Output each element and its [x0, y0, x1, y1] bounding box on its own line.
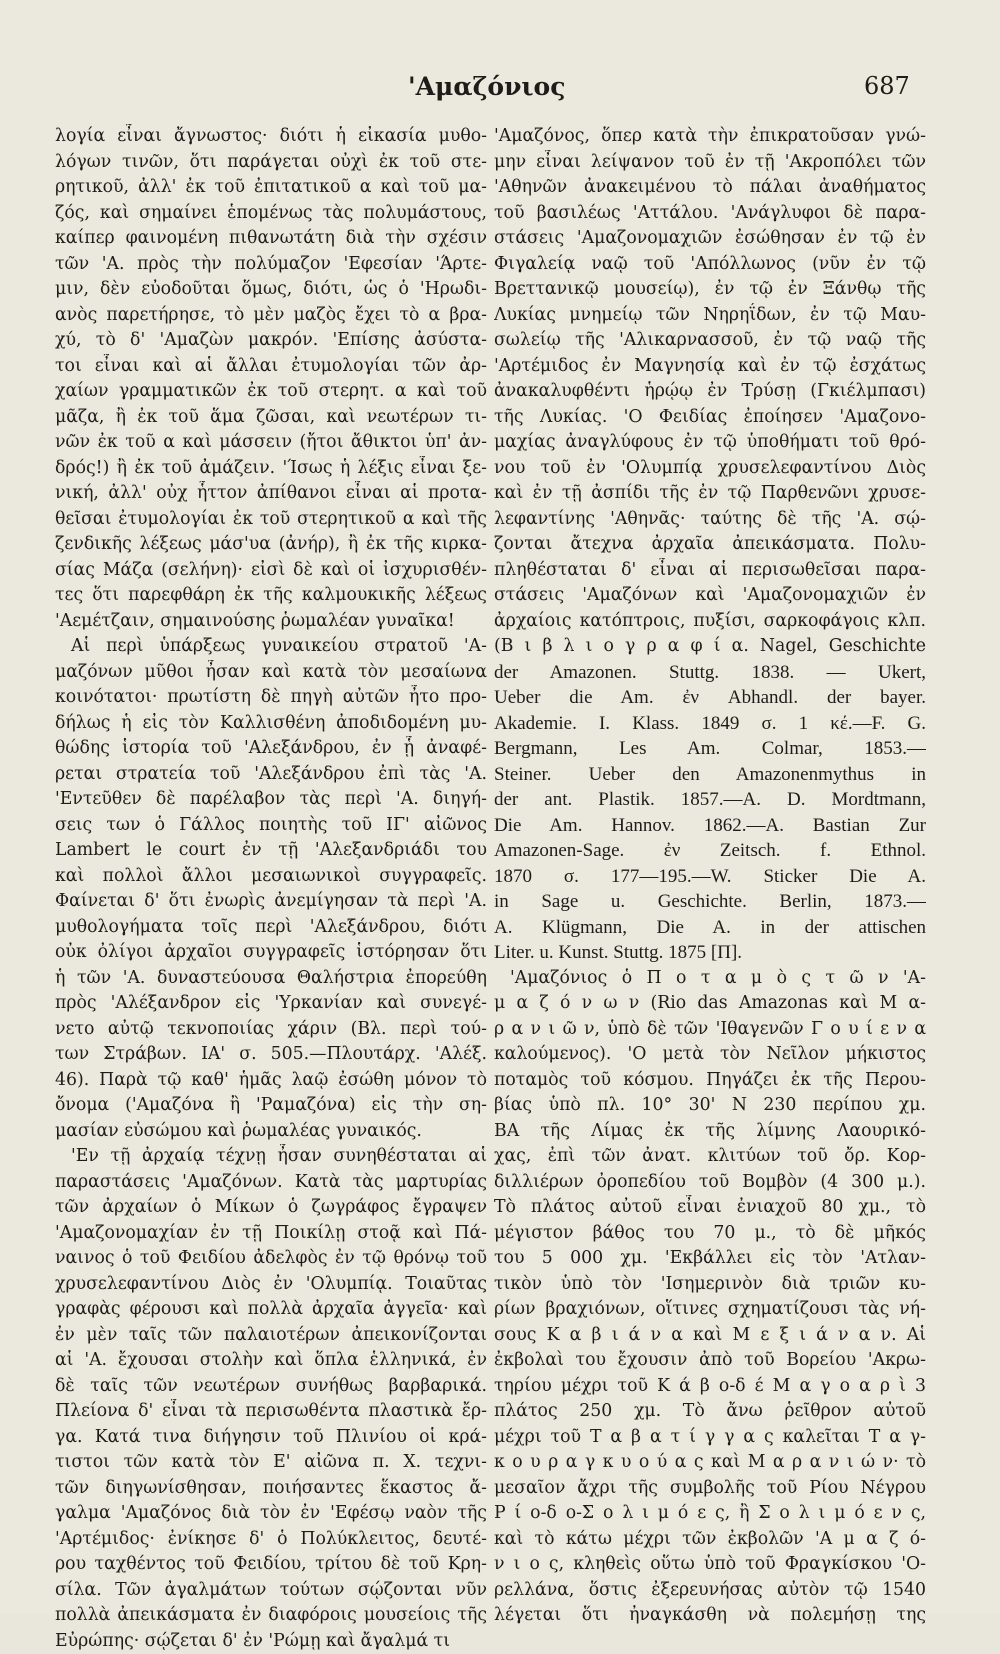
text-line: 'Αρτέμιδος ἐν Μαγνησίᾳ καὶ ἐν τῷ ἐσχάτως	[494, 354, 926, 380]
text-line: 'Αμαζόνιος ὁ Π ο τ α μ ὸ ς τ ῶ ν 'Α-	[494, 966, 926, 992]
text-line: γραφὰς φέρουσι καὶ πολλὰ ἀρχαῖα ἀγγεῖα· καὶ	[55, 1297, 487, 1323]
text-line: 46). Παρὰ τῷ καθ' ἡμᾶς λαῷ ἐσώθη μόνον τὸ	[55, 1068, 487, 1094]
text-line: νετο αὐτῷ τεκνοποιίας χάριν (Βλ. περὶ τού-	[55, 1017, 487, 1043]
text-line: (Β ι β λ ι ο γ ρ α φ ί α. Nagel, Geschichte	[494, 634, 926, 660]
text-line: Ρ ί ο-δ ο-Σ ο λ ι μ ό ε ς, ἢ Σ ο λ ι μ ό ε ν ς,	[494, 1501, 926, 1527]
text-line: μέγιστον βάθος του 70 μ., τὸ δὲ μῆκός	[494, 1221, 926, 1247]
text-line: τῶν ἀρχαίων ὁ Μίκων ὁ ζωγράφος ἔγραψεν	[55, 1195, 487, 1221]
text-line: Bergmann, Les Am. Colmar, 1853.—	[494, 736, 926, 762]
text-line: μέχρι τοῦ Τ α β α τ ί γ γ α ς καλεῖται Τ α γ-	[494, 1425, 926, 1451]
text-line: ρητικοῦ, ἀλλ' ἐκ τοῦ ἐπιτατικοῦ α καὶ τοῦ μα-	[55, 175, 487, 201]
text-line: τῆς Λυκίας. 'Ο Φειδίας ἐποίησεν 'Αμαζονο-	[494, 405, 926, 431]
text-line: ἐν μὲν ταῖς τῶν παλαιοτέρων ἀπεικονίζονται	[55, 1323, 487, 1349]
text-line: τοῦ βασιλέως 'Αττάλου. 'Ανάγλυφοι δὲ παρα-	[494, 201, 926, 227]
text-line: ζός, καὶ σημαίνει ἑπομένως τὰς πολυμάστους,	[55, 201, 487, 227]
text-line: ναινος ὁ τοῦ Φειδίου ἀδελφὸς ἐν τῷ θρόνῳ τοῦ	[55, 1246, 487, 1272]
text-line: μ α ζ ό ν ω ν (Rio das Amazonas καὶ Μ α-	[494, 991, 926, 1017]
text-line: ΒΑ τῆς Λίμας ἐκ τῆς λίμνης Λαουρικό-	[494, 1119, 926, 1145]
text-line: τοι εἶναι καὶ αἱ ἄλλαι ἐτυμολογίαι τῶν ἀρ-	[55, 354, 487, 380]
text-line: καὶ ἐν τῇ ἀσπίδι τῆς ἐν τῷ Παρθενῶνι χρυσε-	[494, 481, 926, 507]
text-line: νῶν ἐκ τοῦ α καὶ μάσσειν (ἤτοι ἄθικτοι ὑπ' ἀν-	[55, 430, 487, 456]
text-line: αἱ 'Α. ἔχουσαι στολὴν καὶ ὅπλα ἑλληνικά, ἐν	[55, 1348, 487, 1374]
text-line: der ant. Plastik. 1857.—A. D. Mordtmann,	[494, 787, 926, 813]
text-line: καὶ πολλοὶ ἄλλοι μεσαιωνικοὶ συγγραφεῖς.	[55, 864, 487, 890]
text-line: βίας ὑπὸ πλ. 10° 30' Ν 230 περίπου χμ.	[494, 1093, 926, 1119]
text-line: λογία εἶναι ἄγνωστος· διότι ἡ εἰκασία μυθο-	[55, 124, 487, 150]
text-line: τες ὅτι παρεφθάρη ἐκ τῆς καλμουκικῆς λέξεως	[55, 583, 487, 609]
text-line: 'Αμαζονομαχίαν ἐν τῇ Ποικίλῃ στοᾷ καὶ Πά-	[55, 1221, 487, 1247]
text-line: δρός!) ἢ ἐκ τοῦ ἀμάζειν. 'Ίσως ἡ λέξις εἶναι ξε-	[55, 456, 487, 482]
text-line: δήλως ἡ εἰς τὸν Καλλισθένη ἀποδιδομένη μυ-	[55, 711, 487, 737]
text-line: πλάτος 250 χμ. Τὸ ἄνω ῥεῖθρον αὐτοῦ	[494, 1399, 926, 1425]
text-line: Λυκίας μνημείῳ τῶν Νηρηΐδων, ἐν τῷ Μαυ-	[494, 303, 926, 329]
text-line: σωλείῳ τῆς 'Αλικαρνασσοῦ, ἐν τῷ ναῷ τῆς	[494, 328, 926, 354]
text-line: Πλείονα δ' εἶναι τὰ περισωθέντα πλαστικὰ ἔρ-	[55, 1399, 487, 1425]
text-line: λόγων τινῶν, ὅτι παράγεται οὐχὶ ἐκ τοῦ στε-	[55, 150, 487, 176]
text-line: 'Εν τῇ ἀρχαίᾳ τέχνῃ ἦσαν συνηθέσταται αἱ	[55, 1144, 487, 1170]
text-line: σους Κ α β ι ά ν α καὶ Μ ε ξ ι ά ν α ν. Αἱ	[494, 1323, 926, 1349]
text-line: der Amazonen. Stuttg. 1838. — Ukert,	[494, 660, 926, 686]
text-line: μεσαῖον ἄχρι τῆς συμβολῆς τοῦ Ρίου Νέγρου	[494, 1476, 926, 1502]
text-line: Steiner. Ueber den Amazonenmythus in	[494, 762, 926, 788]
text-line: ἀρχαίοις κατόπτροις, πυξίσι, σαρκοφάγοις κλπ.	[494, 609, 926, 635]
text-line: 'Αρτέμιδος· ἐνίκησε δ' ὁ Πολύκλειτος, δευτέ-	[55, 1527, 487, 1553]
text-line: στάσεις 'Αμαζόνων καὶ 'Αμαζονομαχιῶν ἐν	[494, 583, 926, 609]
text-line: ρ α ν ι ῶ ν, ὑπὸ δὲ τῶν 'Ιθαγενῶν Γ ο υ ί ε ν α	[494, 1017, 926, 1043]
text-line: Lambert le court ἐν τῇ 'Αλεξανδριάδι του	[55, 838, 487, 864]
text-line: καὶ τὸ κάτω μέχρι τῶν ἐκβολῶν 'Α μ α ζ ό-	[494, 1527, 926, 1553]
text-line: Ueber die Am. ἐν Abhandl. der bayer.	[494, 685, 926, 711]
text-line: ρου ταχθέντος τοῦ Φειδίου, τρίτου δὲ τοῦ Κρη-	[55, 1552, 487, 1578]
text-line: δὲ ταῖς τῶν νεωτέρων συνήθως βαρβαρικά.	[55, 1374, 487, 1400]
text-line: μᾶζα, ἢ ἐκ τοῦ ἅμα ζῶσαι, καὶ νεωτέρων τι-	[55, 405, 487, 431]
page-number: 687	[864, 72, 910, 100]
text-line: ὄνομα ('Αμαζόνα ἢ 'Ραμαζόνα) εἰς τὴν ση-	[55, 1093, 487, 1119]
text-line: χρυσελεφαντίνου Διὸς ἐν 'Ολυμπίᾳ. Τοιαῦτας	[55, 1272, 487, 1298]
text-line: Εὐρώπης· σῴζεται δ' ἐν 'Ρώμῃ καὶ ἄγαλμά τι	[55, 1629, 487, 1654]
text-line: τηρίου μέχρι τοῦ Κ ά β ο-δ έ Μ α γ ο α ρ ὶ 3	[494, 1374, 926, 1400]
running-title: 'Αμαζόνιος	[408, 72, 565, 101]
text-line: ποταμὸς τοῦ κόσμου. Πηγάζει ἐκ τῆς Περου-	[494, 1068, 926, 1094]
text-line: Liter. u. Kunst. Stuttg. 1875 [Π].	[494, 940, 926, 966]
text-line: τιστοι τῶν κατὰ τὸν Ε' αἰῶνα π. Χ. τεχνι-	[55, 1450, 487, 1476]
text-line: σίλα. Τῶν ἀγαλμάτων τούτων σῴζονται νῦν	[55, 1578, 487, 1604]
text-line: θώδης ἱστορία τοῦ 'Αλεξάνδρου, ἐν ᾗ ἀναφέ-	[55, 736, 487, 762]
text-line: νου τοῦ ἐν 'Ολυμπίᾳ χρυσελεφαντίνου Διὸς	[494, 456, 926, 482]
text-line: μιν, δὲν εὐοδοῦται ὅμως, διότι, ὡς ὁ 'Ηρωδι-	[55, 277, 487, 303]
text-line: μυθολογήματα τοῖς περὶ 'Αλεξάνδρου, διότι	[55, 915, 487, 941]
text-line: ἡ τῶν 'Α. δυναστεύουσα Θαλήστρια ἐπορεύθη	[55, 966, 487, 992]
text-line: σίας Μάζα (σελήνη)· εἰσὶ δὲ καὶ οἱ ἰσχυρισθέν-	[55, 558, 487, 584]
text-line: ζονται ἄτεχνα ἀρχαῖα ἀπεικάσματα. Πολυ-	[494, 532, 926, 558]
text-line: λεφαντίνης 'Αθηνᾶς· ταύτης δὲ τῆς 'Α. σῴ-	[494, 507, 926, 533]
text-line: κοινότατοι· πρωτίστη δὲ πηγὴ αὐτῶν ἦτο προ-	[55, 685, 487, 711]
text-line: θεῖσαι ἐτυμολογίαι ἐκ τοῦ στερητικοῦ α καὶ τῆς	[55, 507, 487, 533]
text-line: ἀνακαλυφθέντι ἡρῴῳ ἐν Τρύσῃ (Γκιέλμπασι)	[494, 379, 926, 405]
text-line: διλλιέρων ὀροπεδίου τοῦ Βομβὸν (4 300 μ.).	[494, 1170, 926, 1196]
text-line: των Στράβων. ΙΑ' σ. 505.—Πλουτάρχ. 'Αλέξ.	[55, 1042, 487, 1068]
text-line: ρεται στρατεία τοῦ 'Αλεξάνδρου ἐπὶ τὰς 'Α.	[55, 762, 487, 788]
left-column	[55, 124, 487, 1654]
text-line: σεις των ὁ Γάλλος ποιητὴς τοῦ ΙΓ' αἰῶνος	[55, 813, 487, 839]
text-line: νική, ἀλλ' οὐχ ἧττον ἀπίθανοι εἶναι αἱ προτα-	[55, 481, 487, 507]
text-line: πολλὰ ἀπεικάσματα ἐν διαφόροις μουσείοις τῆς	[55, 1603, 487, 1629]
text-line: καλούμενος). 'Ο μετὰ τὸν Νεῖλον μήκιστος	[494, 1042, 926, 1068]
text-line: μασίαν εὐσώμου καὶ ῥωμαλέας γυναικός.	[55, 1119, 487, 1145]
text-line: ρίων βραχιόνων, οἵτινες σχηματίζουσι τὰς νή-	[494, 1297, 926, 1323]
text-line: πρὸς 'Αλέξανδρον εἰς 'Υρκανίαν καὶ συνεγέ-	[55, 991, 487, 1017]
text-line: κ ο υ ρ α γ κ υ ο ύ α ς καὶ Μ α ρ α ν ι ώ ν· τὸ	[494, 1450, 926, 1476]
text-line: 'Αεμέτζαιν, σημαινούσης ῥωμαλέαν γυναῖκα!	[55, 609, 487, 635]
text-line: του 5 000 χμ. 'Εκβάλλει εἰς τὸν 'Ατλαν-	[494, 1246, 926, 1272]
text-line: in Sage u. Geschichte. Berlin, 1873.—	[494, 889, 926, 915]
text-line: τικὸν ὑπὸ τὸν 'Ισημερινὸν διὰ τριῶν κυ-	[494, 1272, 926, 1298]
text-line: Amazonen-Sage. ἐν Zeitsch. f. Ethnol.	[494, 838, 926, 864]
text-line: Die Am. Hannov. 1862.—A. Bastian Zur	[494, 813, 926, 839]
text-line: Βρεττανικῷ μουσείῳ), ἐν τῷ ἐν Ξάνθῳ τῆς	[494, 277, 926, 303]
text-line: γαλμα 'Αμαζόνος διὰ τὸν ἐν 'Εφέσῳ ναὸν τῆς	[55, 1501, 487, 1527]
text-line: γα. Κατά τινα διήγησιν τοῦ Πλινίου οἱ κρά-	[55, 1425, 487, 1451]
text-line: Akademie. I. Klass. 1849 σ. 1 κέ.—F. G.	[494, 711, 926, 737]
text-line: Τὸ πλάτος αὐτοῦ εἶναι ἐνιαχοῦ 80 χμ., τὸ	[494, 1195, 926, 1221]
text-line: χαίων γραμματικῶν ἐκ τοῦ στερητ. α καὶ τοῦ	[55, 379, 487, 405]
text-line: Φιγαλείᾳ ναῷ τοῦ 'Απόλλωνος (νῦν ἐν τῷ	[494, 252, 926, 278]
text-line: οὐκ ὀλίγοι ἀρχαῖοι συγγραφεῖς ἱστόρησαν ὅτι	[55, 940, 487, 966]
page-header	[0, 72, 1000, 112]
text-line: χύ, τὸ δ' 'Αμαζὼν μακρόν. 'Επίσης ἀσύστα-	[55, 328, 487, 354]
text-line: μαχίας ἀναγλύφους ἐν τῷ ὑποθήματι τοῦ θρό-	[494, 430, 926, 456]
text-line: Αἱ περὶ ὑπάρξεως γυναικείου στρατοῦ 'Α-	[55, 634, 487, 660]
text-line: στάσεις 'Αμαζονομαχιῶν ἐσώθησαν ἐν τῷ ἐν	[494, 226, 926, 252]
text-line: μαζόνων μῦθοι ἦσαν καὶ κατὰ τὸν μεσαίωνα	[55, 660, 487, 686]
text-line: ζενδικῆς λέξεως μάσ'υα (ἀνήρ), ἢ ἐκ τῆς κιρκα-	[55, 532, 487, 558]
text-line: Φαίνεται δ' ὅτι ἐνωρὶς ἀνεμίγησαν τὰ περὶ 'Α.	[55, 889, 487, 915]
right-column	[494, 124, 926, 1629]
text-line: παραστάσεις 'Αμαζόνων. Κατὰ τὰς μαρτυρίας	[55, 1170, 487, 1196]
text-line: χας, ἐπὶ τῶν ἀνατ. κλιτύων τοῦ ὄρ. Κορ-	[494, 1144, 926, 1170]
text-line: ν ι ο ς, κληθεὶς οὕτω ὑπὸ τοῦ Φραγκίσκου 'Ο-	[494, 1552, 926, 1578]
text-line: 1870 σ. 177—195.—W. Sticker Die A.	[494, 864, 926, 890]
text-line: πληθέσταται δ' εἶναι αἱ περισωθεῖσαι παρα-	[494, 558, 926, 584]
text-line: μην εἶναι λείψανον τοῦ ἐν τῇ 'Ακροπόλει τῶν	[494, 150, 926, 176]
text-line: ανὸς παρετήρησε, τὸ μὲν μαζὸς ἔχει τὸ α βρα-	[55, 303, 487, 329]
text-line: ρελλάνα, ὅστις ἐξερευνήσας αὐτὸν τῷ 1540	[494, 1578, 926, 1604]
text-line: καίπερ φαινομένη πιθανωτάτη διὰ τὴν σχέσιν	[55, 226, 487, 252]
text-line: λέγεται ὅτι ἠναγκάσθη νὰ πολεμήσῃ της	[494, 1603, 926, 1629]
text-line: ἐκβολαὶ του ἔχουσιν ἀπὸ τοῦ Βορείου 'Ακρω-	[494, 1348, 926, 1374]
text-line: τῶν διηγωνίσθησαν, ποιήσαντες ἕκαστος ἄ-	[55, 1476, 487, 1502]
text-line: A. Klügmann, Die A. in der attischen	[494, 915, 926, 941]
text-line: τῶν 'Α. πρὸς τὴν πολύμαζον 'Εφεσίαν 'Άρτε-	[55, 252, 487, 278]
text-line: 'Αθηνῶν ἀνακειμένου τὸ πάλαι ἀναθήματος	[494, 175, 926, 201]
text-line: 'Αμαζόνος, ὅπερ κατὰ τὴν ἐπικρατοῦσαν γνώ-	[494, 124, 926, 150]
text-line: 'Εντεῦθεν δὲ παρέλαβον τὰς περὶ 'Α. διηγή-	[55, 787, 487, 813]
